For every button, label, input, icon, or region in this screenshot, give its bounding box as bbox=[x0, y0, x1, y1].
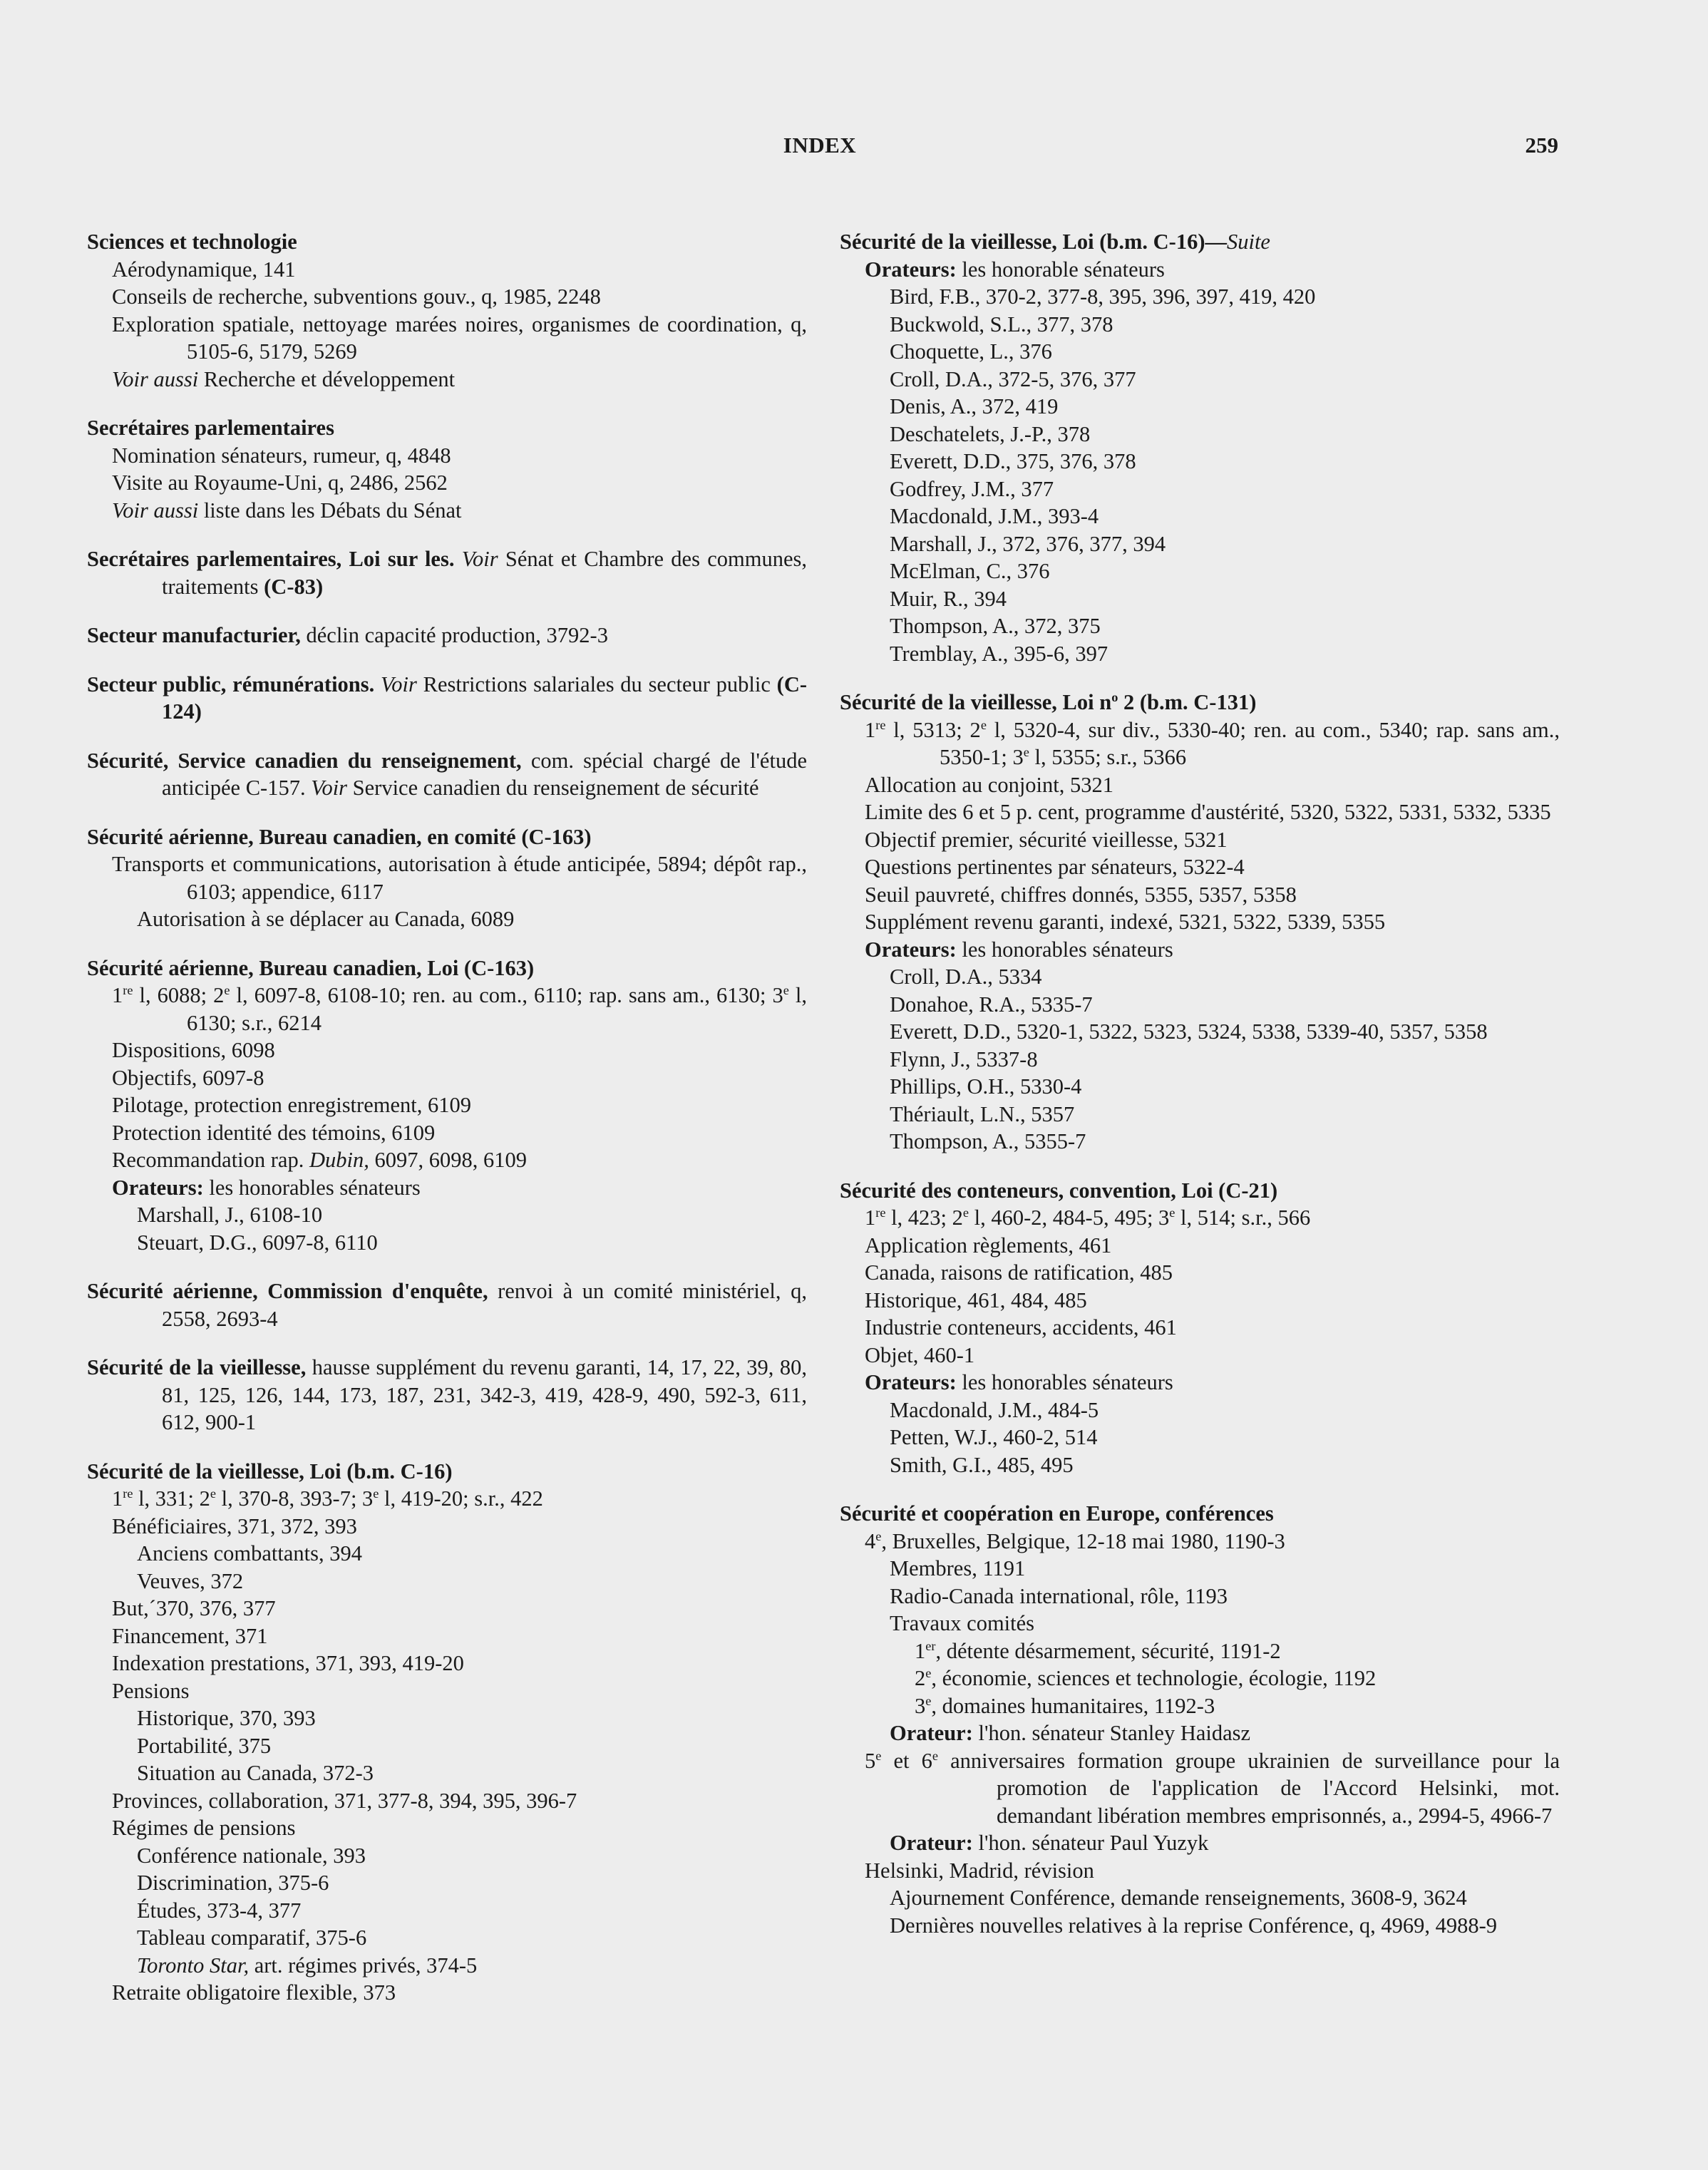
speaker: McElman, C., 376 bbox=[890, 559, 1050, 583]
entry-heading: Secteur public, rémunérations. Voir Restrictions salariales du secteur public (C-124) bbox=[87, 672, 808, 724]
voir-aussi: Voir aussi bbox=[112, 366, 199, 391]
index-entry bbox=[87, 1354, 807, 1436]
reading-stages: 1re l, 423; 2e l, 460-2, 484-5, 495; 3e l, 514; s.r., 566 bbox=[865, 1205, 1311, 1230]
speaker-line: Orateur: l'hon. sénateur Paul Yuzyk bbox=[890, 1831, 1209, 1855]
page-header-title: INDEX bbox=[783, 133, 857, 158]
subentry: Objectif premier, sécurité vieillesse, 5321 bbox=[865, 827, 1228, 852]
speaker: Buckwold, S.L., 377, 378 bbox=[890, 312, 1113, 336]
index-entry bbox=[87, 1277, 807, 1332]
subentry: Pensions bbox=[112, 1678, 190, 1703]
speaker: Thompson, A., 372, 375 bbox=[890, 614, 1101, 638]
index-entry bbox=[87, 955, 807, 1257]
entry-heading: Sécurité de la vieillesse, Loi $n^o$ 2 (b.m. C-131) bbox=[840, 690, 1257, 714]
speaker: Marshall, J., 372, 376, 377, 394 bbox=[890, 531, 1166, 556]
speaker: Smith, G.I., 485, 495 bbox=[890, 1452, 1074, 1477]
subentry: Objectifs, 6097-8 bbox=[112, 1065, 264, 1090]
subentry: Industrie conteneurs, accidents, 461 bbox=[865, 1315, 1177, 1339]
speaker: Donahoe, R.A., 5335-7 bbox=[890, 992, 1093, 1017]
subentry: Études, 373-4, 377 bbox=[137, 1898, 302, 1923]
subentry: Conseils de recherche, subventions gouv., q, 1985, 2248 bbox=[112, 284, 601, 309]
subentry: Supplément revenu garanti, indexé, 5321, 5322, 5339, 5355 bbox=[865, 910, 1386, 934]
subentry: Radio-Canada international, rôle, 1193 bbox=[890, 1583, 1228, 1608]
index-entry bbox=[840, 228, 1560, 667]
speakers-heading: Orateurs: les honorable sénateurs bbox=[865, 257, 1165, 282]
index-entry bbox=[87, 671, 807, 726]
subentry: Limite des 6 et 5 p. cent, programme d'austérité, 5320, 5322, 5331, 5332, 5335 bbox=[865, 800, 1551, 824]
subentry: Tableau comparatif, 375-6 bbox=[137, 1925, 367, 1950]
subentry: Veuves, 372 bbox=[137, 1568, 244, 1593]
subentry: Travaux comités bbox=[890, 1611, 1035, 1635]
subentry: Portabilité, 375 bbox=[137, 1733, 272, 1758]
index-entry bbox=[87, 228, 807, 393]
speaker: Marshall, J., 6108-10 bbox=[137, 1203, 323, 1227]
subentry: Indexation prestations, 371, 393, 419-20 bbox=[112, 1651, 464, 1675]
speaker: Deschatelets, J.-P., 378 bbox=[890, 421, 1091, 446]
speaker: Thompson, A., 5355-7 bbox=[890, 1129, 1086, 1153]
speaker: Macdonald, J.M., 393-4 bbox=[890, 504, 1099, 528]
subentry: Provinces, collaboration, 371, 377-8, 394, 395, 396-7 bbox=[112, 1788, 577, 1813]
subentry: Helsinki, Madrid, révision bbox=[865, 1858, 1094, 1883]
speakers-heading: Orateurs: les honorables sénateurs bbox=[865, 937, 1173, 962]
subentry: Transports et communications, autorisation à étude anticipée, 5894; dépôt rap., 6103; appendice, 6117 bbox=[112, 852, 807, 904]
entry-heading: Sécurité aérienne, Bureau canadien, en comité (C-163) bbox=[87, 824, 592, 849]
subentry: Allocation au conjoint, 5321 bbox=[865, 772, 1113, 797]
subentry: 3e, domaines humanitaires, 1192-3 bbox=[915, 1693, 1215, 1718]
index-entry bbox=[87, 622, 807, 649]
speaker-line: Orateur: l'hon. sénateur Stanley Haidasz bbox=[890, 1721, 1251, 1745]
subentry: Historique, 461, 484, 485 bbox=[865, 1287, 1087, 1312]
speaker: Muir, R., 394 bbox=[890, 586, 1007, 611]
speaker: Denis, A., 372, 419 bbox=[890, 394, 1059, 418]
reading-stages: 1re l, 331; 2e l, 370-8, 393-7; 3e l, 419-20; s.r., 422 bbox=[112, 1486, 543, 1511]
subentry: Bénéficiaires, 371, 372, 393 bbox=[112, 1513, 357, 1538]
speaker: Thériault, L.N., 5357 bbox=[890, 1101, 1075, 1126]
subentry: Retraite obligatoire flexible, 373 bbox=[112, 1980, 396, 2005]
index-entry bbox=[87, 545, 807, 600]
subentry: 1er, détente désarmement, sécurité, 1191-2 bbox=[915, 1638, 1281, 1663]
subentry: Conférence nationale, 393 bbox=[137, 1843, 366, 1868]
speaker: Phillips, O.H., 5330-4 bbox=[890, 1074, 1082, 1099]
subentry: Autorisation à se déplacer au Canada, 6089 bbox=[137, 907, 515, 931]
entry-heading: Sécurité des conteneurs, convention, Loi (C-21) bbox=[840, 1178, 1278, 1203]
subentry: Aérodynamique, 141 bbox=[112, 257, 296, 282]
page-number: 259 bbox=[1525, 133, 1558, 158]
subentry: Questions pertinentes par sénateurs, 5322-4 bbox=[865, 855, 1245, 879]
bill-ref: (C-124) bbox=[162, 672, 808, 724]
subentry: Anciens combattants, 394 bbox=[137, 1541, 362, 1565]
speaker: Godfrey, J.M., 377 bbox=[890, 476, 1054, 501]
subentry: Recommandation rap. Dubin, 6097, 6098, 6109 bbox=[112, 1148, 527, 1172]
speaker: Choquette, L., 376 bbox=[890, 339, 1052, 364]
reading-stages: 1re l, 6088; 2e l, 6097-8, 6108-10; ren. au com., 6110; rap. sans am., 6130; 3e l, 6130; s.r., 6214 bbox=[112, 983, 807, 1035]
speaker: Petten, W.J., 460-2, 514 bbox=[890, 1425, 1098, 1449]
index-entry bbox=[840, 1500, 1560, 1939]
entry-heading: Sécurité de la vieillesse, hausse supplément du revenu garanti, 14, 17, 22, 39, 80, 81, 125, 126, 144, 173, 187, 231, 342-3, 419, 428-9, 490, 592-3, 611, 612, 900-1 bbox=[87, 1355, 807, 1434]
subentry: Exploration spatiale, nettoyage marées noires, organismes de coordination, q, 5105-6, 5179, 5269 bbox=[112, 312, 807, 364]
index-entry bbox=[87, 747, 807, 802]
subentry: Membres, 1191 bbox=[890, 1556, 1026, 1580]
subentry: Application règlements, 461 bbox=[865, 1233, 1112, 1258]
subentry: Protection identité des témoins, 6109 bbox=[112, 1120, 436, 1145]
index-entry bbox=[87, 1458, 807, 2007]
right-column bbox=[840, 228, 1560, 1960]
entry-heading: Sécurité aérienne, Commission d'enquête, renvoi à un comité ministériel, q, 2558, 2693-4 bbox=[87, 1279, 807, 1331]
subentry: Visite au Royaume-Uni, q, 2486, 2562 bbox=[112, 470, 448, 495]
entry-heading: Sécurité, Service canadien du renseignement, com. spécial chargé de l'étude anticipée C-157. Voir Service canadien du renseignement de sécurité bbox=[87, 748, 807, 800]
index-entry bbox=[87, 823, 807, 933]
subentry: Nomination sénateurs, rumeur, q, 4848 bbox=[112, 443, 451, 468]
left-column bbox=[87, 228, 807, 2028]
index-entry bbox=[840, 689, 1560, 1156]
speakers-heading: Orateurs: les honorables sénateurs bbox=[865, 1370, 1173, 1394]
speaker: Macdonald, J.M., 484-5 bbox=[890, 1397, 1099, 1422]
subentry: But,´370, 376, 377 bbox=[112, 1596, 276, 1620]
speaker: Croll, D.A., 5334 bbox=[890, 965, 1042, 989]
subentry: Voir aussi Recherche et développement bbox=[112, 366, 456, 391]
index-entry bbox=[840, 1177, 1560, 1479]
subentry: 5e et 6e anniversaires formation groupe ukrainien de surveillance pour la promotion de l'application de l'Accord Helsinki, mot. demandant libération membres emprisonnés, a., 2994-5, 4966-7 bbox=[865, 1748, 1560, 1828]
subentry: Régimes de pensions bbox=[112, 1816, 296, 1840]
speaker: Flynn, J., 5337-8 bbox=[890, 1047, 1038, 1071]
entry-heading: Secrétaires parlementaires, Loi sur les. Voir Sénat et Chambre des communes, traitements (C-83) bbox=[87, 547, 807, 599]
subentry: Financement, 371 bbox=[112, 1623, 268, 1648]
subentry: Discrimination, 375-6 bbox=[137, 1871, 329, 1895]
subentry: Dernières nouvelles relatives à la reprise Conférence, q, 4969, 4988-9 bbox=[890, 1913, 1497, 1938]
entry-heading: Secteur manufacturier, déclin capacité production, 3792-3 bbox=[87, 623, 608, 647]
subentry: Objet, 460-1 bbox=[865, 1342, 975, 1367]
speaker: Everett, D.D., 375, 376, 378 bbox=[890, 449, 1136, 473]
bill-ref: (C-83) bbox=[264, 574, 324, 599]
entry-heading: Sécurité de la vieillesse, Loi (b.m. C-16) bbox=[87, 1459, 453, 1483]
entry-heading: Secrétaires parlementaires bbox=[87, 416, 334, 440]
entry-heading: Sciences et technologie bbox=[87, 230, 297, 254]
reading-stages: 1re l, 5313; 2e l, 5320-4, sur div., 5330-40; ren. au com., 5340; rap. sans am., 5350-1; 3e l, 5355; s.r., 5366 bbox=[865, 717, 1560, 769]
subentry: Ajournement Conférence, demande renseignements, 3608-9, 3624 bbox=[890, 1886, 1467, 1910]
entry-heading: Sécurité et coopération en Europe, conférences bbox=[840, 1501, 1274, 1526]
subentry: Seuil pauvreté, chiffres donnés, 5355, 5357, 5358 bbox=[865, 882, 1297, 907]
speaker: Steuart, D.G., 6097-8, 6110 bbox=[137, 1230, 378, 1255]
entry-heading: Sécurité aérienne, Bureau canadien, Loi (C-163) bbox=[87, 955, 535, 980]
subentry: 2e, économie, sciences et technologie, écologie, 1192 bbox=[915, 1666, 1377, 1690]
index-entry bbox=[87, 414, 807, 524]
subentry: Situation au Canada, 372-3 bbox=[137, 1761, 374, 1785]
subentry: Historique, 370, 393 bbox=[137, 1706, 316, 1730]
subentry: 4e, Bruxelles, Belgique, 12-18 mai 1980, 1190-3 bbox=[865, 1528, 1285, 1553]
subentry: Canada, raisons de ratification, 485 bbox=[865, 1260, 1173, 1285]
voir-aussi: Voir aussi bbox=[112, 498, 199, 523]
speaker: Everett, D.D., 5320-1, 5322, 5323, 5324, 5338, 5339-40, 5357, 5358 bbox=[890, 1019, 1488, 1044]
speaker: Bird, F.B., 370-2, 377-8, 395, 396, 397, 419, 420 bbox=[890, 284, 1316, 309]
subentry: Pilotage, protection enregistrement, 6109 bbox=[112, 1093, 471, 1117]
speaker: Croll, D.A., 372-5, 376, 377 bbox=[890, 366, 1136, 391]
speakers-heading: Orateurs: les honorables sénateurs bbox=[112, 1175, 421, 1200]
entry-heading: Sécurité de la vieillesse, Loi (b.m. C-16)—Suite bbox=[840, 230, 1270, 254]
speaker: Tremblay, A., 395-6, 397 bbox=[890, 641, 1108, 666]
subentry: Voir aussi liste dans les Débats du Sénat bbox=[112, 498, 462, 523]
subentry: Dispositions, 6098 bbox=[112, 1038, 275, 1062]
subentry: Toronto Star, art. régimes privés, 374-5 bbox=[137, 1953, 478, 1978]
